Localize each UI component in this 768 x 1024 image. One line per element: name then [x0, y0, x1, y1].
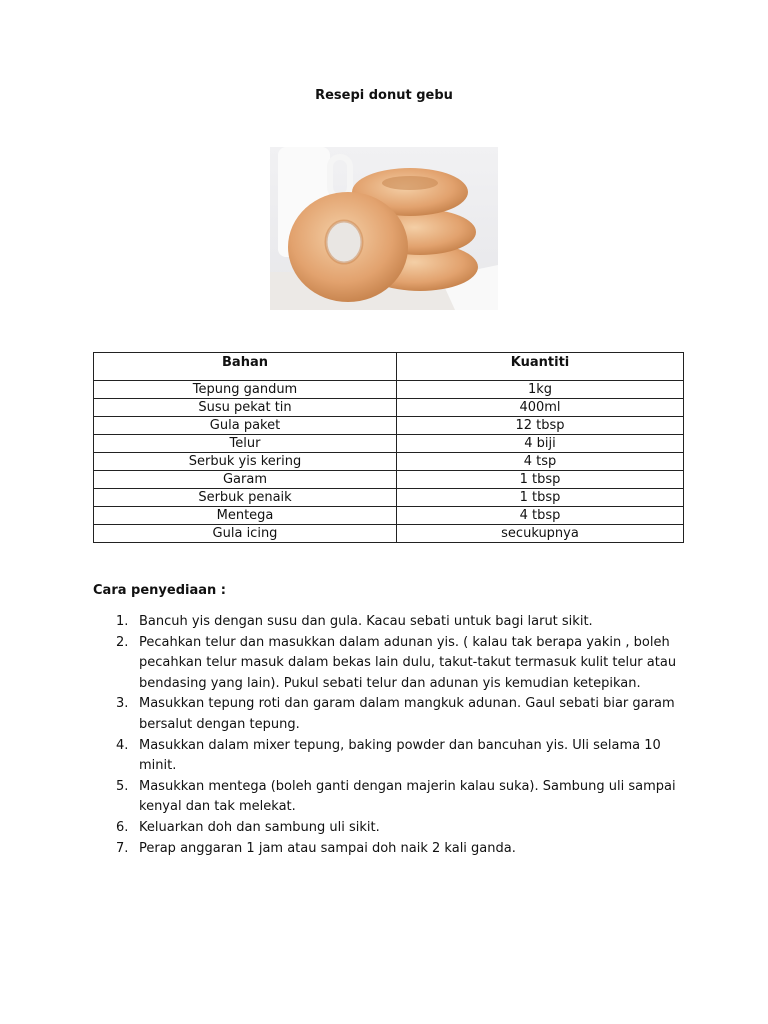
ingredient-name: Serbuk penaik [94, 489, 397, 507]
method-steps-list [93, 612, 693, 859]
ingredient-quantity: 1 tbsp [397, 489, 684, 507]
step-text: Keluarkan doh dan sambung uli sikit. [139, 819, 380, 835]
table-row [94, 381, 684, 399]
list-item [93, 818, 693, 839]
ingredients-table [93, 352, 684, 543]
table-row [94, 489, 684, 507]
table-row [94, 453, 684, 471]
list-item [93, 633, 693, 695]
donut-illustration [270, 147, 498, 310]
list-item [93, 839, 693, 860]
table-row [94, 435, 684, 453]
ingredient-name: Garam [94, 471, 397, 489]
step-text: Masukkan tepung roti dan garam dalam mangkuk adunan. Gaul sebati biar garam bersalut dengan tepung. [139, 696, 675, 732]
list-item [93, 777, 693, 818]
step-number: 1. [116, 614, 129, 629]
step-number: 3. [116, 696, 129, 712]
table-row [94, 471, 684, 489]
ingredient-quantity: 1 tbsp [397, 471, 684, 489]
step-number: 5. [116, 778, 129, 794]
document-title: Resepi donut gebu [315, 88, 453, 103]
ingredient-quantity: 4 tbsp [397, 507, 684, 525]
ingredient-quantity: secukupnya [397, 525, 684, 543]
step-text: Pecahkan telur dan masukkan dalam adunan yis. ( kalau tak berapa yakin , boleh pecahkan telur masuk dalam bekas lain dulu, takut-takut termasuk kulit telur atau bendasing yang lain). Pukul sebati telur dan adunan yis kemudian ketepikan. [139, 634, 677, 691]
ingredient-name: Serbuk yis kering [94, 453, 397, 471]
step-number: 4. [116, 737, 129, 753]
table-row [94, 417, 684, 435]
list-item [93, 694, 693, 735]
list-item [93, 612, 693, 633]
list-item [93, 736, 693, 777]
step-text: Bancuh yis dengan susu dan gula. Kacau sebati untuk bagi larut sikit. [139, 614, 593, 629]
step-number: 6. [116, 819, 129, 835]
ingredient-name: Telur [94, 435, 397, 453]
table-row [94, 399, 684, 417]
table-row [94, 525, 684, 543]
step-text: Masukkan mentega (boleh ganti dengan majerin kalau suka). Sambung uli sampai kenyal dan tak melekat. [139, 778, 676, 815]
ingredient-quantity: 1kg [397, 381, 684, 399]
step-text: Masukkan dalam mixer tepung, baking powder dan bancuhan yis. Uli selama 10 minit. [139, 737, 661, 774]
step-number: 2. [116, 634, 129, 650]
ingredient-quantity: 4 biji [397, 435, 684, 453]
step-text: Perap anggaran 1 jam atau sampai doh naik 2 kali ganda. [139, 840, 516, 856]
header-bahan: Bahan [94, 353, 397, 381]
ingredient-quantity: 400ml [397, 399, 684, 417]
ingredient-name: Gula paket [94, 417, 397, 435]
table-header-row [94, 353, 684, 381]
header-kuantiti: Kuantiti [397, 353, 684, 381]
donut-photo [270, 147, 498, 310]
ingredient-name: Mentega [94, 507, 397, 525]
ingredient-quantity: 12 tbsp [397, 417, 684, 435]
step-number: 7. [116, 840, 129, 856]
ingredient-quantity: 4 tsp [397, 453, 684, 471]
table-row [94, 507, 684, 525]
ingredient-name: Gula icing [94, 525, 397, 543]
ingredient-name: Tepung gandum [94, 381, 397, 399]
method-title: Cara penyediaan : [93, 583, 226, 598]
ingredient-name: Susu pekat tin [94, 399, 397, 417]
